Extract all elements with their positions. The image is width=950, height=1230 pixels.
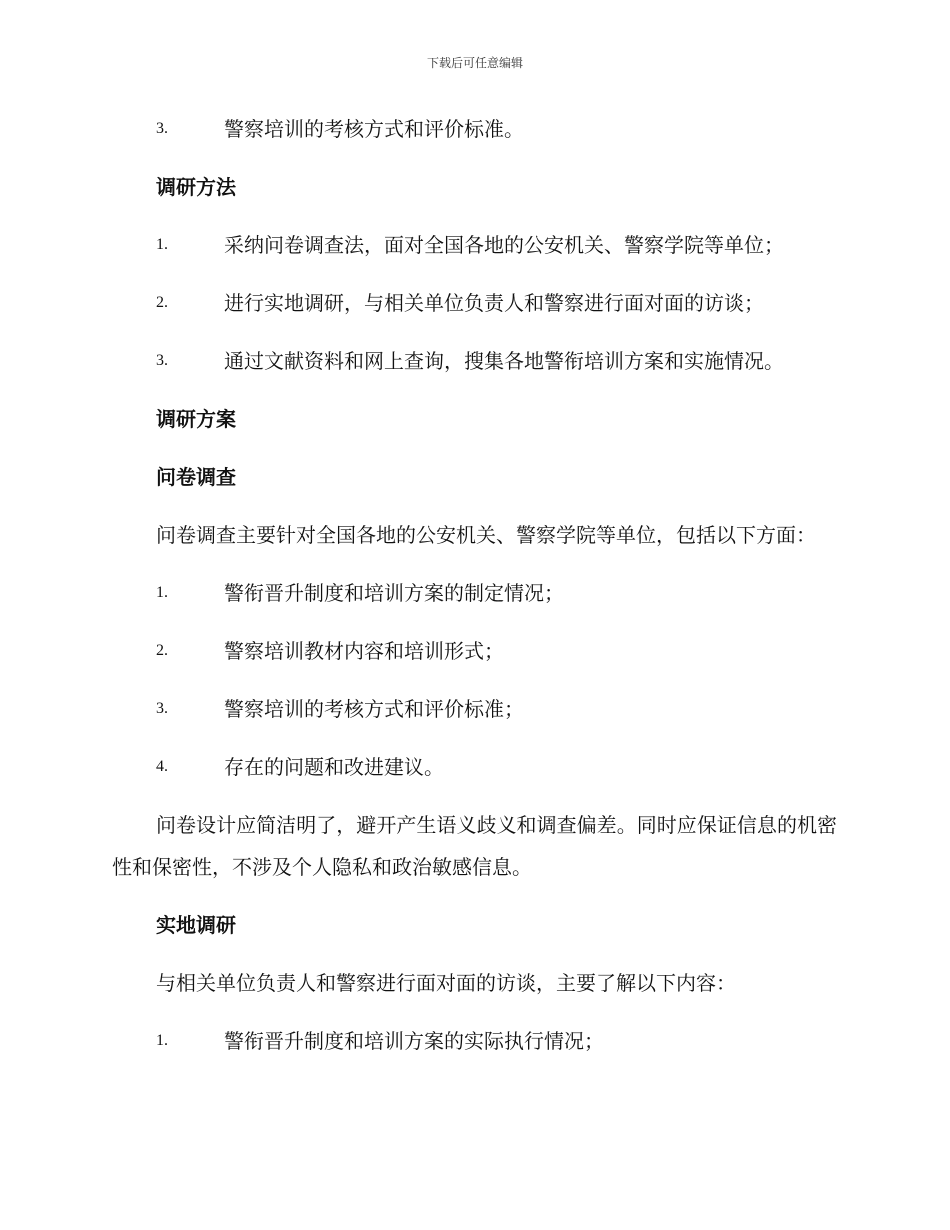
list-text: 警衔晋升制度和培训方案的实际执行情况； [224,1029,604,1053]
list-text: 通过文献资料和网上查询，搜集各地警衔培训方案和实施情况。 [224,349,784,373]
document-body [112,108,837,1078]
list-number: 3. [156,352,168,369]
list-text: 警察培训的考核方式和评价标准。 [224,117,524,141]
subsection-heading-field: 实地调研 [156,913,236,937]
list-text: 警察培训的考核方式和评价标准； [224,697,524,721]
page-header: 下载后可任意编辑 [426,56,523,70]
list-item [112,1020,837,1078]
section-heading-plan: 调研方案 [156,407,236,431]
list-item [112,224,837,282]
list-item [112,630,837,688]
list-text: 采纳问卷调查法，面对全国各地的公安机关、警察学院等单位； [224,233,784,257]
list-number: 1. [156,1032,168,1049]
list-number: 1. [156,584,168,601]
list-item [112,108,837,166]
survey-intro-paragraph: 问卷调查主要针对全国各地的公安机关、警察学院等单位，包括以下方面： [156,523,816,547]
list-text: 警衔晋升制度和培训方案的制定情况； [224,581,564,605]
list-number: 3. [156,700,168,717]
list-item [112,282,837,340]
list-number: 2. [156,294,168,311]
list-text: 警察培训教材内容和培训形式； [224,639,504,663]
list-item [112,688,837,746]
list-number: 2. [156,642,168,659]
list-text: 存在的问题和改进建议。 [224,755,444,779]
list-item [112,572,837,630]
list-item [112,340,837,398]
subsection-heading-survey: 问卷调查 [156,465,236,489]
field-intro-paragraph: 与相关单位负责人和警察进行面对面的访谈，主要了解以下内容： [156,971,736,995]
list-item [112,746,837,804]
section-heading-methods: 调研方法 [156,175,236,199]
list-number: 4. [156,758,168,775]
list-number: 3. [156,120,168,137]
survey-note-paragraph: 问卷设计应简洁明了，避开产生语义歧义和调查偏差。同时应保证信息的机密性和保密性，不涉及个人隐私和政治敏感信息。 [112,813,837,879]
list-number: 1. [156,236,168,253]
list-text: 进行实地调研，与相关单位负责人和警察进行面对面的访谈； [224,291,764,315]
